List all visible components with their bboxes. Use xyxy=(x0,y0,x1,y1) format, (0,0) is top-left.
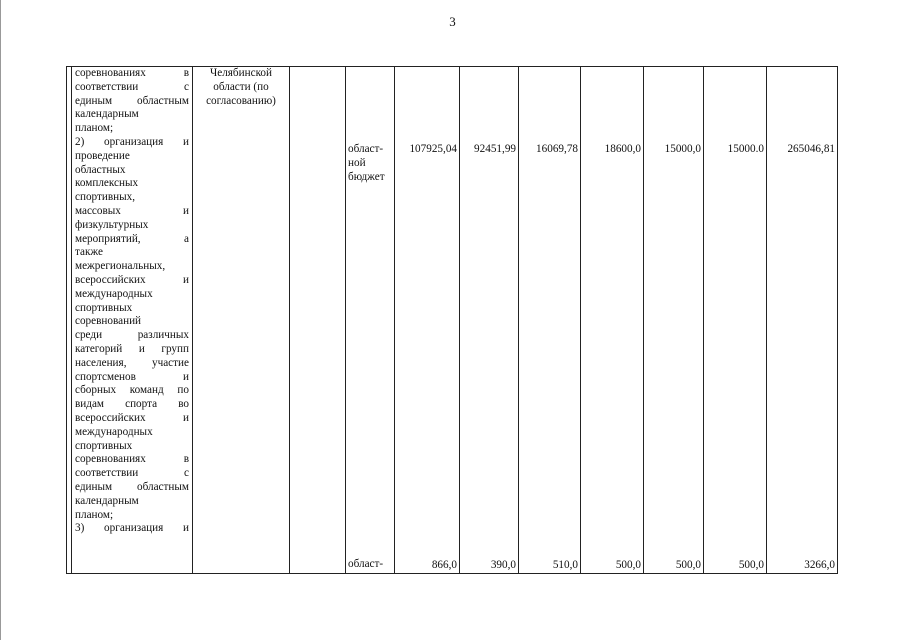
amount-value: 15000,0 xyxy=(664,143,701,155)
amount-value: 500,0 xyxy=(615,558,641,571)
description-line: соответствии с xyxy=(75,467,189,480)
amount-cell xyxy=(644,67,704,574)
description-line: всероссийских и xyxy=(75,411,189,424)
budget-table xyxy=(66,66,838,574)
funding-source-cell xyxy=(346,67,395,574)
amount-cell xyxy=(460,67,519,574)
source-spacer xyxy=(348,184,392,558)
amount-cell xyxy=(519,67,581,574)
description-line: соревнованиях в xyxy=(75,67,189,79)
description-line: соответствии с xyxy=(75,80,189,93)
page-edge-line xyxy=(0,0,1,640)
amount-value: 15000.0 xyxy=(727,143,764,155)
amount-value: 107925,04 xyxy=(409,143,457,155)
executor-line: области (по xyxy=(213,80,269,93)
amount-spacer xyxy=(706,157,764,559)
total-amount-cell xyxy=(767,67,838,574)
amount-value: 500,0 xyxy=(738,558,764,571)
description-line: календарным xyxy=(75,494,139,507)
description-line: также xyxy=(75,246,103,259)
description-line: планом; xyxy=(75,508,114,521)
amount-spacer xyxy=(462,157,516,559)
description-line: спортивных, xyxy=(75,191,136,204)
description-line: международных xyxy=(75,287,153,300)
funding-source-line: област- xyxy=(348,143,384,155)
description-line: мероприятий, а xyxy=(75,232,189,245)
description-line: спортивных xyxy=(75,301,133,314)
amount-spacer xyxy=(521,67,578,143)
amount-value: 92451,99 xyxy=(474,143,516,155)
amount-spacer xyxy=(397,157,457,559)
amount-value: 500,0 xyxy=(675,558,701,571)
description-line: среди различных xyxy=(75,329,189,342)
description-line: категорий и групп xyxy=(75,342,189,355)
description-line: 2) организация и xyxy=(75,135,189,148)
page-number: 3 xyxy=(449,14,456,29)
amount-spacer xyxy=(769,67,835,143)
description-line: международных xyxy=(75,425,153,438)
total-value: 3266,0 xyxy=(804,558,835,571)
funding-source-line: област- xyxy=(348,558,384,571)
executor-line: Челябинской xyxy=(209,67,273,79)
description-line: соревнований xyxy=(75,315,142,328)
amount-cell xyxy=(581,67,644,574)
description-line: комплексных xyxy=(75,177,139,190)
amount-spacer xyxy=(583,157,641,559)
amount-spacer xyxy=(706,67,764,143)
amount-value: 18600,0 xyxy=(604,143,641,155)
description-line: проведение xyxy=(75,149,130,162)
executor-cell xyxy=(193,67,290,574)
source-spacer xyxy=(348,67,392,143)
description-line: единым областным xyxy=(75,94,189,107)
table-row xyxy=(67,67,838,574)
amount-spacer xyxy=(769,157,835,559)
amount-value: 866,0 xyxy=(431,558,457,571)
activity-description-cell xyxy=(72,67,193,574)
amount-spacer xyxy=(646,157,701,559)
description-line: спортивных xyxy=(75,439,133,452)
funding-source-line: бюджет xyxy=(348,170,385,183)
description-line: единым областным xyxy=(75,480,189,493)
amount-value: 510,0 xyxy=(552,558,578,571)
amount-spacer xyxy=(646,67,701,143)
budget-table-wrapper xyxy=(66,66,838,574)
amount-cell xyxy=(704,67,767,574)
amount-spacer xyxy=(397,67,457,143)
funding-source-line: ной xyxy=(348,156,366,169)
description-line: физкультурных xyxy=(75,218,149,231)
executor-line: согласованию) xyxy=(206,94,276,107)
description-line: межрегиональных, xyxy=(75,260,166,273)
description-line: видам спорта во xyxy=(75,398,189,411)
amount-cell xyxy=(395,67,460,574)
description-line: всероссийских и xyxy=(75,273,189,286)
total-value: 265046,81 xyxy=(787,143,835,155)
description-line: сборных команд по xyxy=(75,384,189,397)
description-line: областных xyxy=(75,163,126,176)
description-line: населения, участие xyxy=(75,356,189,369)
amount-spacer xyxy=(521,157,578,559)
description-line: соревнованиях в xyxy=(75,453,189,466)
amount-spacer xyxy=(462,67,516,143)
description-line: 3) организация и xyxy=(75,522,189,535)
description-line: календарным xyxy=(75,108,139,121)
amount-value: 390,0 xyxy=(490,558,516,571)
description-line: массовых и xyxy=(75,204,189,217)
amount-spacer xyxy=(583,67,641,143)
empty-column-cell xyxy=(290,67,346,574)
amount-value: 16069,78 xyxy=(536,143,578,155)
description-line: спортсменов и xyxy=(75,370,189,383)
description-line: планом; xyxy=(75,122,114,135)
